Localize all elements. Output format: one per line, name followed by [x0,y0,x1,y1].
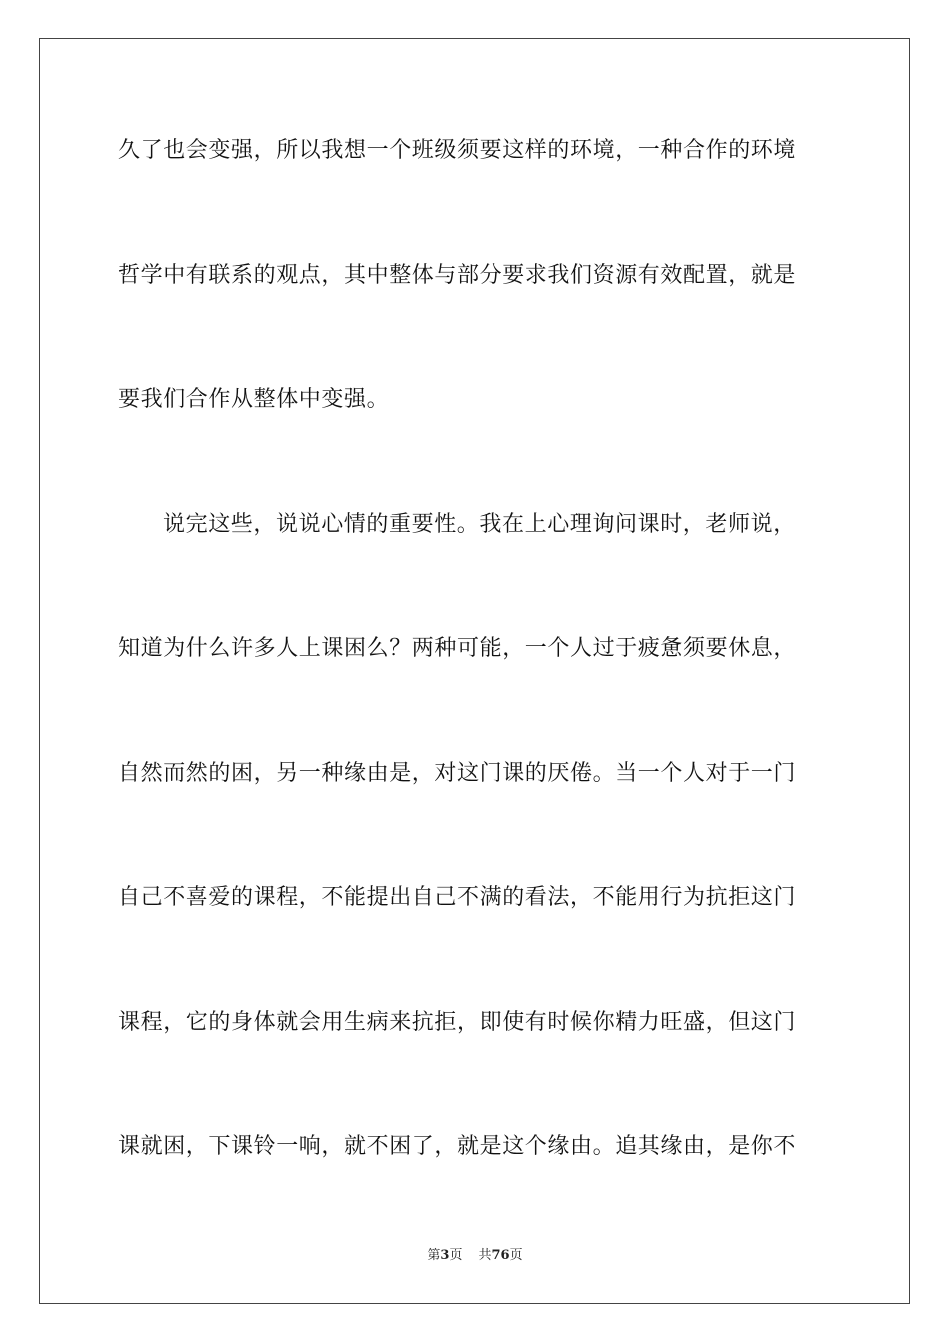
footer-total-suffix: 页 [509,1248,523,1263]
footer-page-number: 3 [440,1248,450,1263]
body-line-9: 课就困，下课铃一响，就不困了，就是这个缘由。追其缘由，是你不 [118,1134,797,1159]
page-footer [0,1247,950,1265]
body-line-1: 久了也会变强，所以我想一个班级须要这样的环境，一种合作的环境 [118,138,797,163]
footer-page-prefix: 第 [427,1248,441,1263]
body-line-3: 要我们合作从整体中变强。 [118,387,390,412]
body-line-5: 知道为什么许多人上课困么？两种可能，一个人过于疲惫须要休息， [118,636,797,661]
body-line-7: 自己不喜爱的课程，不能提出自己不满的看法，不能用行为抗拒这门 [118,885,797,910]
footer-total-pages: 76 [491,1248,510,1263]
page-border [39,38,910,1304]
body-line-8: 课程，它的身体就会用生病来抗拒，即使有时候你精力旺盛，但这门 [118,1010,797,1035]
body-line-4-paragraph-start: 说完这些，说说心情的重要性。我在上心理询问课时，老师说， [163,512,796,537]
body-line-6: 自然而然的困，另一种缘由是，对这门课的厌倦。当一个人对于一门 [118,761,797,786]
body-line-2: 哲学中有联系的观点，其中整体与部分要求我们资源有效配置，就是 [118,263,797,288]
footer-total-prefix: 共 [478,1248,492,1263]
footer-page-suffix: 页 [449,1248,463,1263]
